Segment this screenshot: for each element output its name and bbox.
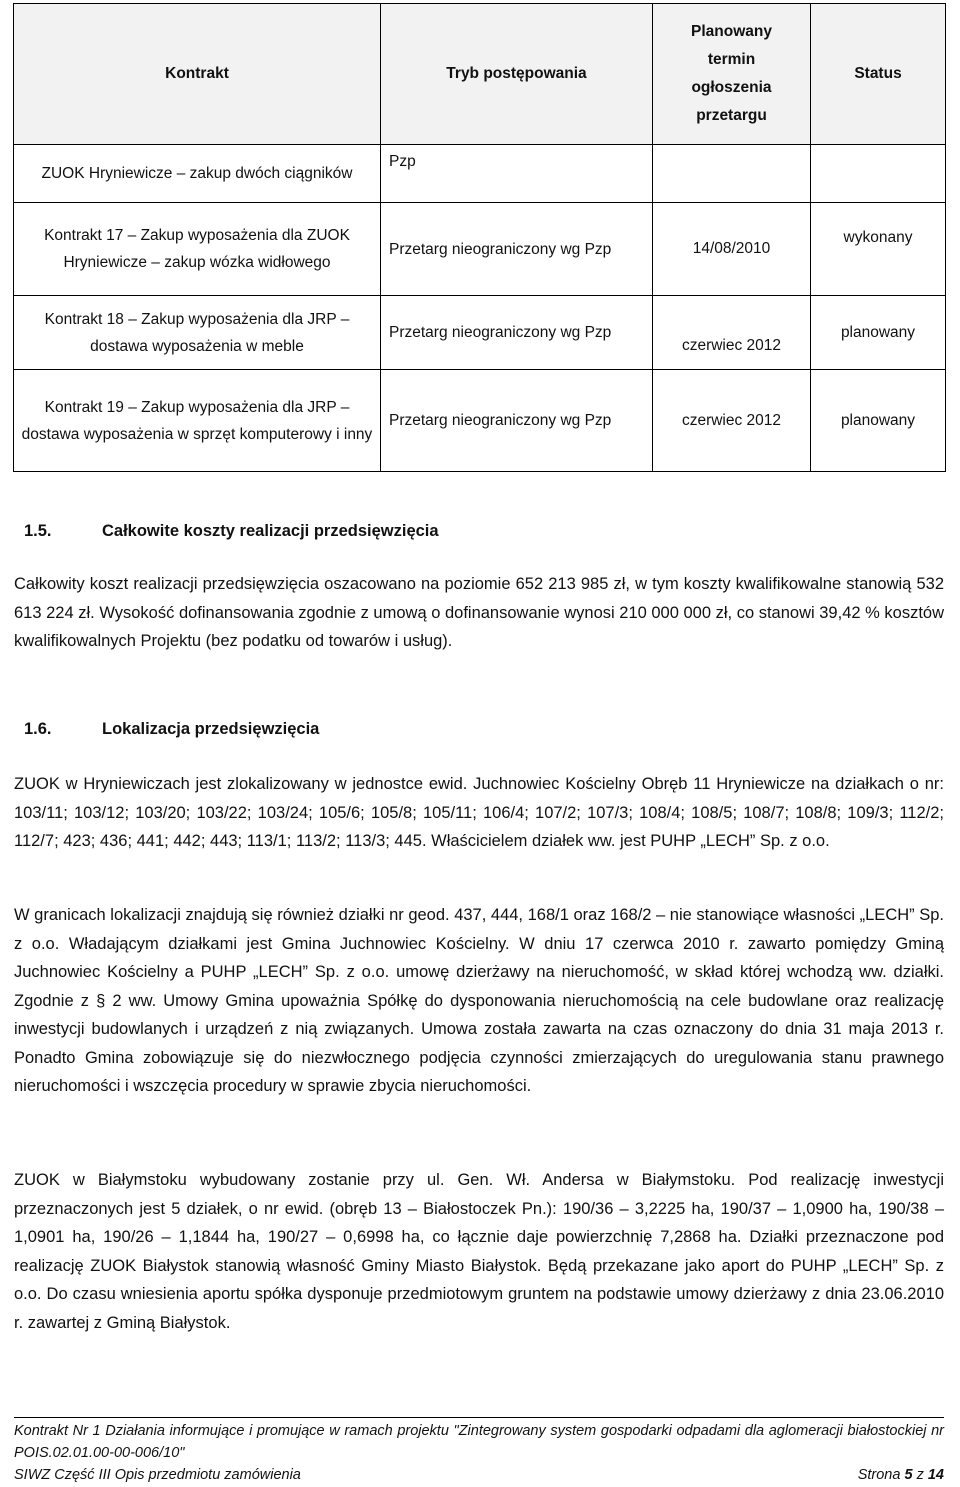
cell-mode: Przetarg nieograniczony wg Pzp bbox=[381, 370, 653, 472]
table-row bbox=[14, 370, 946, 472]
section-heading-1-6 bbox=[24, 720, 319, 739]
current-page: 5 bbox=[904, 1467, 913, 1483]
footer bbox=[14, 1420, 944, 1486]
procurement-table bbox=[13, 3, 946, 472]
cell-status: planowany bbox=[811, 370, 946, 472]
cell-contract: Kontrakt 17 – Zakup wyposażenia dla ZUOK Hryniewicze – zakup wózka widłowego bbox=[14, 203, 381, 296]
cell-mode: Przetarg nieograniczony wg Pzp bbox=[381, 203, 653, 296]
cell-date: 14/08/2010 bbox=[653, 203, 811, 296]
footer-project-title: Kontrakt Nr 1 Działania informujące i promujące w ramach projektu "Zintegrowany system gospodarki odpadami dla aglomeracji białostockiej nr POIS.02.01.00-00-006/10" bbox=[14, 1423, 944, 1461]
paragraph-location-bialystok: ZUOK w Białymstoku wybudowany zostanie przy ul. Gen. Wł. Andersa w Białymstoku. Pod realizację inwestycji przeznaczonych jest 5 działek, o nr ewid. (obręb 13 – Białostoczek Pn.): 190/36 – 3,2225 ha, 190/37 – 1,0900 ha, 190/38 – 1,0901 ha, 190/26 – 1,1844 ha, 190/27 – 0,6998 ha, co łącznie daje powierzchnię 7,2868 ha. Działki przeznaczone pod realizację ZUOK Białystok stanowią własność Gminy Miasto Białystok. Będą przekazane jako aport do PUHP „LECH” Sp. z o.o. Do czasu wniesienia aportu spółka dysponuje przedmiotowym gruntem na podstawie umowy dzierżawy z dnia 23.06.2010 r. zawartej z Gminą Białystok. bbox=[14, 1171, 944, 1332]
cell-contract: Kontrakt 18 – Zakup wyposażenia dla JRP – dostawa wyposażenia w meble bbox=[14, 296, 381, 370]
footer-divider bbox=[14, 1417, 944, 1418]
section-number: 1.5. bbox=[24, 522, 52, 540]
page-label: Strona bbox=[857, 1467, 905, 1483]
footer-document-name: SIWZ Część III Opis przedmiotu zamówienia bbox=[14, 1467, 301, 1483]
header-status: Status bbox=[811, 4, 946, 145]
cell-mode: Przetarg nieograniczony wg Pzp bbox=[381, 296, 653, 370]
total-pages: 14 bbox=[927, 1467, 944, 1483]
header-date: Planowany termin ogłoszenia przetargu bbox=[653, 4, 811, 145]
section-number: 1.6. bbox=[24, 720, 52, 738]
page-of: z bbox=[912, 1467, 928, 1483]
header-contract: Kontrakt bbox=[14, 4, 381, 145]
section-title: Lokalizacja przedsięwzięcia bbox=[102, 720, 320, 738]
cell-mode: Pzp bbox=[381, 145, 653, 203]
table-row bbox=[14, 296, 946, 370]
header-mode: Tryb postępowania bbox=[381, 4, 653, 145]
cell-status bbox=[811, 145, 946, 203]
section-heading-1-5 bbox=[24, 522, 439, 541]
table-row bbox=[14, 203, 946, 296]
cell-status: wykonany bbox=[811, 203, 946, 296]
cell-date bbox=[653, 145, 811, 203]
cell-date: czerwiec 2012 bbox=[653, 370, 811, 472]
footer-bottom-row bbox=[14, 1464, 944, 1486]
paragraph-costs: Całkowity koszt realizacji przedsięwzięcia oszacowano na poziomie 652 213 985 zł, w tym koszty kwalifikowalne stanowią 532 613 224 zł. Wysokość dofinansowania zgodnie z umową o dofinansowanie wynosi 210 000 000 zł, co stanowi 39,42 % kosztów kwalifikowalnych Projektu (bez podatku od towarów i usług). bbox=[14, 575, 944, 650]
table-header-row bbox=[14, 4, 946, 145]
cell-date: czerwiec 2012 bbox=[653, 296, 811, 370]
page-number bbox=[858, 1464, 944, 1486]
cell-contract: Kontrakt 19 – Zakup wyposażenia dla JRP – dostawa wyposażenia w sprzęt komputerowy i inny bbox=[14, 370, 381, 472]
section-title: Całkowite koszty realizacji przedsięwzięcia bbox=[102, 522, 439, 540]
table-row bbox=[14, 145, 946, 203]
paragraph-location-lease: W granicach lokalizacji znajdują się również działki nr geod. 437, 444, 168/1 oraz 168/2 – nie stanowiące własności „LECH” Sp. z o.o. Władającym działkami jest Gmina Juchnowiec Kościelny. W dniu 17 czerwca 2010 r. zawarto pomiędzy Gminą Juchnowiec Kościelny a PUHP „LECH” Sp. z o.o. umowę dzierżawy na nieruchomość, w skład której wchodzą ww. działki. Zgodnie z § 2 ww. Umowy Gmina upoważnia Spółkę do dysponowania nieruchomością na cele budowlane oraz realizację inwestycji budowlanych i urządzeń z nią związanych. Umowa została zawarta na czas oznaczony do dnia 31 maja 2013 r. Ponadto Gmina zobowiązuje się do niezwłocznego podjęcia czynności zmierzających do uregulowania stanu prawnego nieruchomości i wszczęcia procedury w sprawie zbycia nieruchomości. bbox=[14, 906, 944, 1095]
cell-contract: ZUOK Hryniewicze – zakup dwóch ciągników bbox=[14, 145, 381, 203]
paragraph-location-hryniewicze: ZUOK w Hryniewiczach jest zlokalizowany w jednostce ewid. Juchnowiec Kościelny Obręb 11 Hryniewicze na działkach o nr: 103/11; 103/12; 103/20; 103/22; 103/24; 105/6; 105/8; 105/11; 106/4; 107/2; 107/3; 108/4; 108/5; 108/7; 108/8; 109/3; 112/2; 112/7; 423; 436; 441; 442; 443; 113/1; 113/2; 113/3; 445. Właścicielem działek ww. jest PUHP „LECH” Sp. z o.o. bbox=[14, 775, 944, 850]
cell-status: planowany bbox=[811, 296, 946, 370]
